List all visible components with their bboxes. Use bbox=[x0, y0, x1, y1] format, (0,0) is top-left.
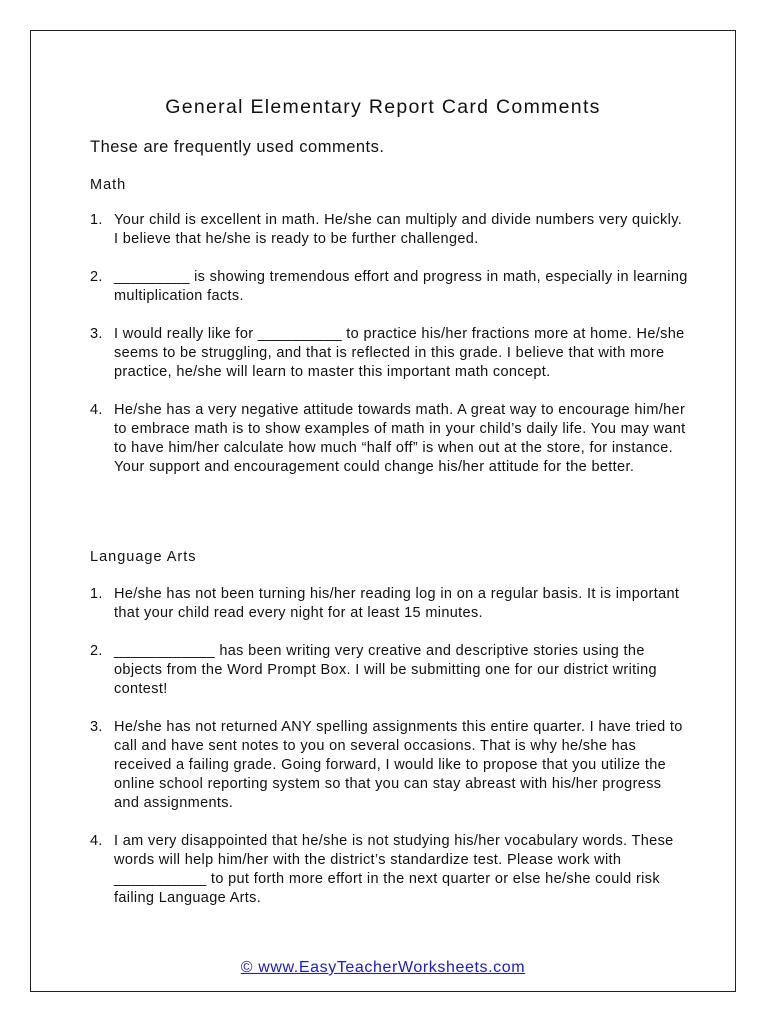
list-item-number: 1. bbox=[90, 212, 103, 228]
list-item-text: _________ is showing tremendous effort and progress in math, especially in learning multiplication facts. bbox=[114, 269, 688, 304]
list-item-text: He/she has not been turning his/her reading log in on a regular basis. It is important that your child read every night for at least 15 minutes. bbox=[114, 586, 680, 621]
list-item bbox=[90, 401, 690, 477]
list-item-text: He/she has not returned ANY spelling assignments this entire quarter. I have tried to call and have sent notes to you on several occasions. That is why he/she has received a failing grade. Going forward, I would like to propose that you utilize the online school reporting system so that you can stay abreast with his/her progress and assignments. bbox=[114, 719, 683, 811]
list-item-number: 2. bbox=[90, 269, 103, 285]
list-item-text: He/she has a very negative attitude towards math. A great way to encourage him/her to embrace math is to show examples of math in your child’s daily life. You may want to have him/her calculate how much “half off” is when out at the store, for instance. Your support and encouragement could change his/her attitude for the better. bbox=[114, 402, 686, 475]
list-item-number: 2. bbox=[90, 643, 103, 659]
list-item bbox=[90, 718, 690, 813]
document-subtitle: These are frequently used comments. bbox=[90, 138, 385, 156]
footer-website-link[interactable]: © www.EasyTeacherWorksheets.com bbox=[240, 959, 526, 976]
list-item-number: 1. bbox=[90, 586, 103, 602]
list-item bbox=[90, 585, 690, 623]
list-item-number: 4. bbox=[90, 833, 103, 849]
math-comment-list bbox=[90, 211, 690, 496]
list-item bbox=[90, 268, 690, 306]
section-heading-language-arts: Language Arts bbox=[90, 549, 197, 565]
list-item bbox=[90, 325, 690, 382]
list-item-text: ____________ has been writing very creative and descriptive stories using the objects from the Word Prompt Box. I will be submitting one for our district writing contest! bbox=[114, 643, 657, 697]
list-item bbox=[90, 211, 690, 249]
list-item-text: I am very disappointed that he/she is not studying his/her vocabulary words. These words will help him/her with the district’s standardize test. Please work with ___________ to put forth more effort in the next quarter or else he/she could risk failing Language Arts. bbox=[114, 833, 674, 906]
language-arts-comment-list bbox=[90, 585, 690, 927]
document-title: General Elementary Report Card Comments bbox=[165, 96, 601, 118]
list-item bbox=[90, 832, 690, 908]
list-item-number: 4. bbox=[90, 402, 103, 418]
list-item-text: Your child is excellent in math. He/she can multiply and divide numbers very quickly. I believe that he/she is ready to be further challenged. bbox=[114, 212, 683, 247]
list-item-number: 3. bbox=[90, 326, 103, 342]
list-item bbox=[90, 642, 690, 699]
list-item-text: I would really like for __________ to practice his/her fractions more at home. He/she seems to be struggling, and that is reflected in this grade. I believe that with more practice, he/she will learn to master this important math concept. bbox=[114, 326, 685, 380]
section-heading-math: Math bbox=[90, 177, 127, 193]
list-item-number: 3. bbox=[90, 719, 103, 735]
